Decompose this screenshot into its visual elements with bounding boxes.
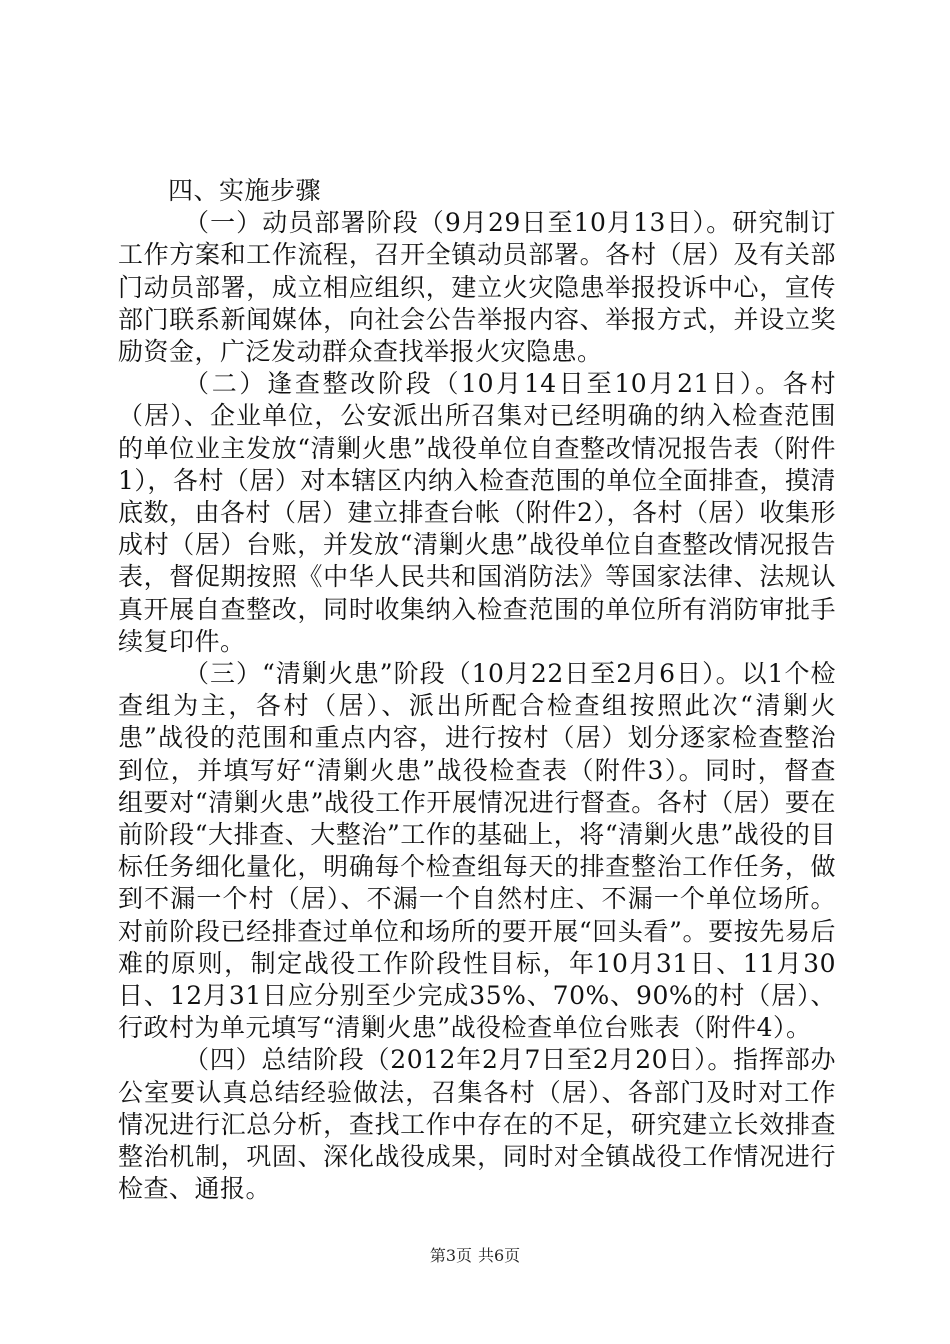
- page-number: 第3页: [429, 1246, 472, 1265]
- paragraph-summary: （四）总结阶段（2012年2月7日至2月20日）。指挥部办公室要认真总结经验做法，召集各村（居）、各部门及时对工作情况进行汇总分析，查找工作中存在的不足，研究建立长效排查整治机制，巩固、深化战役成果，同时对全镇战役工作情况进行检查、通报。: [118, 1045, 836, 1204]
- section-heading: 四、实施步骤: [168, 176, 322, 205]
- paragraph-mobilization: （一）动员部署阶段（9月29日至10月13日）。研究制订工作方案和工作流程，召开全镇动员部署。各村（居）及有关部门动员部署，成立相应组织，建立火灾隐患举报投诉中心，宣传部门联系新闻媒体，向社会公告举报内容、举报方式，并设立奖励资金，广泛发动群众查找举报火灾隐患。: [118, 208, 836, 367]
- page-footer: [0, 1243, 950, 1266]
- paragraph-fire-clearing: （三）“清剿火患”阶段（10月22日至2月6日）。以1个检查组为主，各村（居）、派出所配合检查组按照此次“清剿火患”战役的范围和重点内容，进行按村（居）划分逐家检查整治到位，并填写好“清剿火患”战役检查表（附件3）。同时，督查组要对“清剿火患”战役工作开展情况进行督查。各村（居）要在前阶段“大排查、大整治”工作的基础上，将“清剿火患”战役的目标任务细化量化，明确每个检查组每天的排查整治工作任务，做到不漏一个村（居）、不漏一个自然村庄、不漏一个单位场所。对前阶段已经排查过单位和场所的要开展“回头看”。要按先易后难的原则，制定战役工作阶段性目标，年10月31日、11月30日、12月31日应分别至少完成35%、70%、90%的村（居）、行政村为单元填写“清剿火患”战役检查单位台账表（附件4）。: [118, 659, 836, 1043]
- page-total: 共6页: [478, 1246, 521, 1265]
- document-body: [118, 175, 836, 1206]
- paragraph-inspection: （二）逢查整改阶段（10月14日至10月21日）。各村（居）、企业单位，公安派出所召集对已经明确的纳入检查范围的单位业主发放“清剿火患”战役单位自查整改情况报告表（附件1），各村（居）对本辖区内纳入检查范围的单位全面排查，摸清底数，由各村（居）建立排查台帐（附件2），各村（居）收集形成村（居）台账，并发放“清剿火患”战役单位自查整改情况报告表，督促期按照《中华人民共和国消防法》等国家法律、法规认真开展自查整改，同时收集纳入检查范围的单位所有消防审批手续复印件。: [118, 369, 836, 656]
